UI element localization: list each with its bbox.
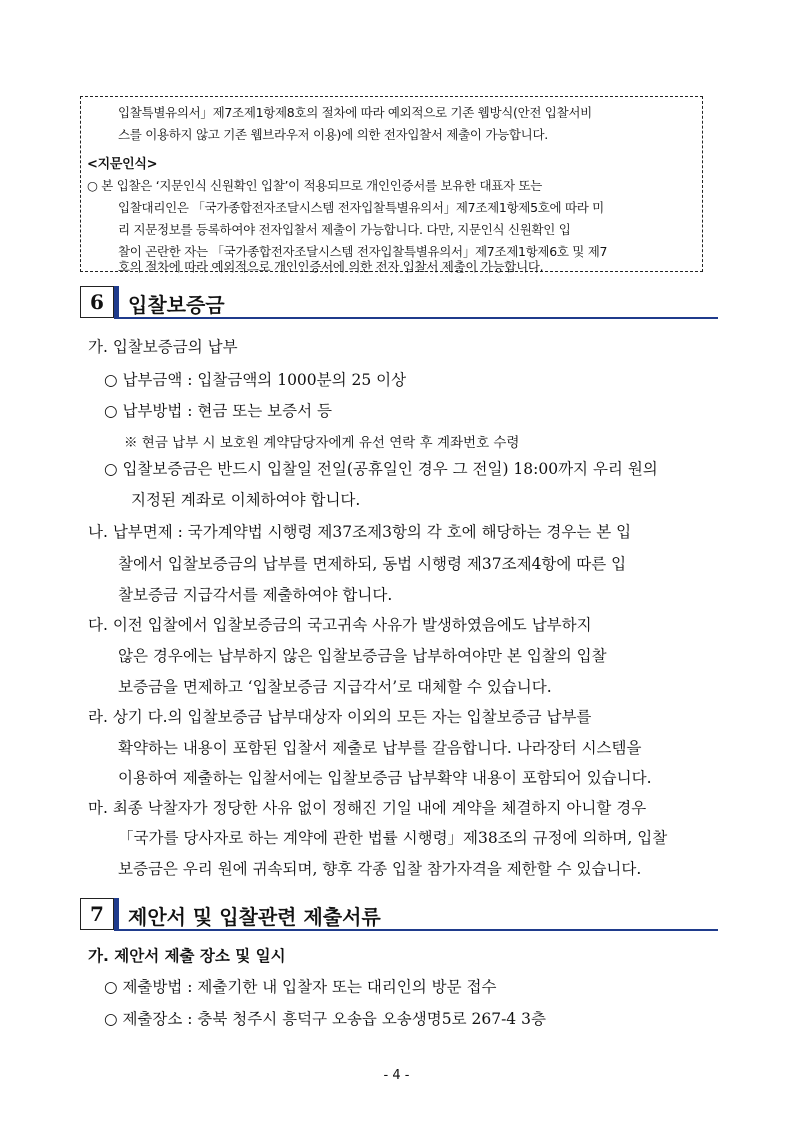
bullet-submit-place: ○ 제출장소 : 충북 청주시 흥덕구 오송읍 오송생명5로 267-4 3층 [104,1010,546,1028]
item-ra-cont: 확약하는 내용이 포함된 입찰서 제출로 납부를 갈음합니다. 나라장터 시스템을 [118,739,642,757]
notice-line: 입찰특별유의서」제7조제1항제8호의 절차에 따라 예외적으로 기존 웹방식(안전 입찰서비 [118,105,592,120]
section-title: 입찰보증금 [128,293,225,317]
notice-line: 스를 이용하지 않고 기존 웹브라우저 이용)에 의한 전자입찰서 제출이 가능합니다. [118,127,548,142]
bullet-deadline: ○ 입찰보증금은 반드시 입찰일 전일(공휴일인 경우 그 전일) 18:00까지 우리 원의 [104,460,658,478]
section-6-header [80,286,718,320]
notice-bullet-line: 입찰대리인은 「국가종합전자조달시스템 전자입찰특별유의서」제7조제1항제5호에 따라 미 [118,200,604,215]
notice-bullet-line: 찰이 곤란한 자는 「국가종합전자조달시스템 전자입찰특별유의서」제7조제1항제6호 및 제7 [118,244,608,259]
item-ma-cont: 「국가를 당사자로 하는 계약에 관한 법률 시행령」제38조의 규정에 의하며, 입찰 [118,829,668,847]
notice-bullet-line: ○ 본 입찰은 ‘지문인식 신원확인 입찰’이 적용되므로 개인인증서를 보유한 대표자 또는 [87,178,543,193]
item-ga-heading: 가. 입찰보증금의 납부 [88,338,238,356]
fingerprint-heading: <지문인식> [87,157,158,172]
item-ma-cont: 보증금은 우리 원에 귀속되며, 향후 각종 입찰 참가자격을 제한할 수 있습니다. [118,860,642,878]
section-accent-bar [114,898,119,930]
section-number: 7 [80,898,114,930]
item-na-cont: 찰보증금 지급각서를 제출하여야 합니다. [118,586,393,604]
item-da-cont: 않은 경우에는 납부하지 않은 입찰보증금을 납부하여야만 본 입찰의 입찰 [118,647,607,665]
section-rule [114,929,718,931]
item-ra-cont: 이용하여 제출하는 입찰서에는 입찰보증금 납부확약 내용이 포함되어 있습니다. [118,769,652,787]
item-ma: 마. 최종 낙찰자가 정당한 사유 없이 정해진 기일 내에 계약을 체결하지 아니할 경우 [88,799,647,817]
item-da: 다. 이전 입찰에서 입찰보증금의 국고귀속 사유가 발생하였음에도 납부하지 [88,616,592,634]
bullet-deadline-cont: 지정된 계좌로 이체하여야 합니다. [131,491,361,509]
cash-note: ※ 현금 납부 시 보호원 계약담당자에게 유선 연락 후 계좌번호 수령 [124,435,520,451]
page-number: - 4 - [383,1068,410,1083]
section-number: 6 [80,286,114,318]
item-da-cont: 보증금을 면제하고 ‘입찰보증금 지급각서’로 대체할 수 있습니다. [118,678,552,696]
notice-box [80,96,703,272]
section-rule [114,317,718,319]
submission-subheading: 가. 제안서 제출 장소 및 일시 [88,947,286,965]
notice-bullet-line: 리 지문정보를 등록하여야 전자입찰서 제출이 가능합니다. 다만, 지문인식 신원확인 입 [118,222,571,237]
section-title: 제안서 및 입찰관련 제출서류 [128,905,381,929]
bullet-method: ○ 납부방법 : 현금 또는 보증서 등 [104,402,332,420]
item-ra: 라. 상기 다.의 입찰보증금 납부대상자 이외의 모든 자는 입찰보증금 납부를 [88,708,592,726]
item-na-cont: 찰에서 입찰보증금의 납부를 면제하되, 동법 시행령 제37조제4항에 따른 입 [118,555,627,573]
section-accent-bar [114,286,119,318]
bullet-amount: ○ 납부금액 : 입찰금액의 1000분의 25 이상 [104,371,407,389]
item-na: 나. 납부면제 : 국가계약법 시행령 제37조제3항의 각 호에 해당하는 경우는 본 입 [88,523,632,541]
notice-bullet-line: 호의 절차에 따라 예외적으로 개인인증서에 의한 전자 입찰서 제출이 가능합니다. [118,259,544,274]
bullet-submit-method: ○ 제출방법 : 제출기한 내 입찰자 또는 대리인의 방문 접수 [104,978,497,996]
section-7-header [80,898,718,932]
